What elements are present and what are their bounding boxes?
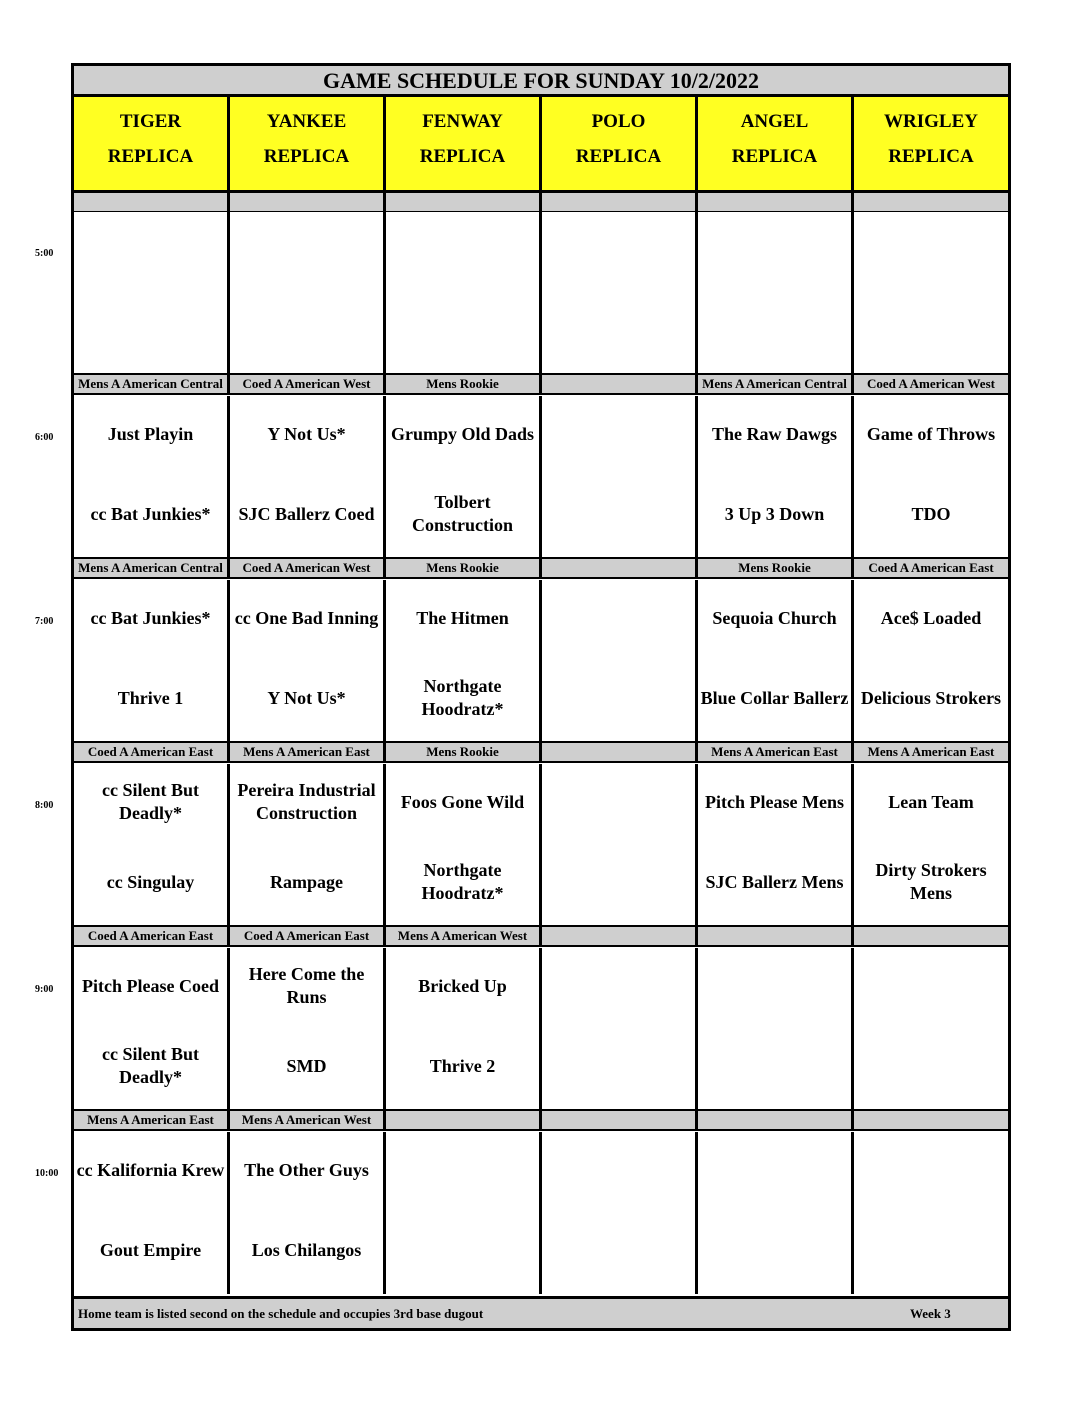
game-cell <box>854 1132 1008 1294</box>
away-team: Grumpy Old Dads <box>390 423 535 444</box>
time-label: 6:00 <box>35 432 54 443</box>
division-label: Coed A American West <box>230 557 386 579</box>
field-header-fenway <box>386 97 542 193</box>
home-team: Northgate Hoodratz* <box>421 676 504 719</box>
division-label <box>698 1109 854 1131</box>
game-cell <box>542 948 698 1110</box>
field-name: YANKEE <box>266 111 347 132</box>
time-label: 9:00 <box>35 984 54 995</box>
game-cell <box>386 764 542 926</box>
game-cell <box>854 764 1008 926</box>
away-team: cc Bat Junkies* <box>90 607 211 628</box>
field-subtitle: REPLICA <box>419 146 506 167</box>
home-team: SMD <box>286 1055 327 1076</box>
away-team: The Other Guys <box>244 1159 369 1180</box>
away-team: Y Not Us* <box>267 423 346 444</box>
game-cell <box>230 764 386 926</box>
game-cell <box>386 396 542 558</box>
field-header-polo <box>542 97 698 193</box>
away-team <box>74 220 227 280</box>
home-team <box>386 300 539 360</box>
division-label <box>698 191 854 213</box>
division-label: Mens A American West <box>386 925 542 947</box>
home-team <box>542 300 695 360</box>
game-cell <box>74 1132 230 1294</box>
division-label: Coed A American East <box>74 741 230 763</box>
game-cell <box>854 396 1008 558</box>
game-cell <box>230 396 386 558</box>
game-cell <box>542 1132 698 1294</box>
division-label: Mens A American East <box>74 1109 230 1131</box>
division-label: Mens A American East <box>698 741 854 763</box>
time-label: 7:00 <box>35 616 54 627</box>
field-header-angel <box>698 97 854 193</box>
home-team: Rampage <box>270 871 343 892</box>
away-team: The Hitmen <box>416 607 509 628</box>
game-cell <box>542 396 698 558</box>
division-label <box>542 557 698 579</box>
division-label <box>542 373 698 395</box>
away-team <box>542 588 695 648</box>
schedule-table <box>71 63 1011 1331</box>
game-cell <box>542 764 698 926</box>
game-cell <box>386 212 542 374</box>
home-team <box>854 1036 1008 1096</box>
home-team: Thrive 2 <box>429 1055 496 1076</box>
game-cell <box>698 764 854 926</box>
game-cell <box>698 396 854 558</box>
away-team <box>854 220 1008 280</box>
division-label: Mens Rookie <box>698 557 854 579</box>
field-header-wrigley <box>854 97 1008 193</box>
game-cell <box>230 1132 386 1294</box>
away-team: cc Kalifornia Krew <box>76 1159 225 1180</box>
game-cell <box>74 764 230 926</box>
schedule-footer <box>74 1296 1008 1328</box>
home-team <box>698 300 851 360</box>
away-team <box>698 220 851 280</box>
away-team: Game of Throws <box>866 423 996 444</box>
away-team: The Raw Dawgs <box>711 423 837 444</box>
home-team: Blue Collar Ballerz <box>700 687 849 708</box>
field-subtitle: REPLICA <box>575 146 662 167</box>
division-label <box>542 741 698 763</box>
home-team: cc Singulay <box>106 871 195 892</box>
home-team-note: Home team is listed second on the schedule and occupies 3rd base dugout <box>78 1306 484 1321</box>
time-label: 10:00 <box>35 1168 59 1179</box>
home-team: SJC Ballerz Mens <box>705 871 844 892</box>
field-name: FENWAY <box>422 111 503 132</box>
game-cell <box>74 212 230 374</box>
away-team <box>698 1140 851 1200</box>
home-team: Dirty Strokers Mens <box>875 860 987 903</box>
away-team <box>386 220 539 280</box>
week-label: Week 3 <box>910 1306 951 1321</box>
home-team: TDO <box>911 503 951 524</box>
away-team: Here Come the Runs <box>248 964 365 1007</box>
field-subtitle: REPLICA <box>888 146 974 167</box>
division-label <box>542 191 698 213</box>
home-team <box>854 1220 1008 1280</box>
division-label: Mens A American Central <box>698 373 854 395</box>
away-team <box>698 956 851 1016</box>
field-subtitle: REPLICA <box>107 146 194 167</box>
game-cell <box>386 948 542 1110</box>
game-cell <box>854 580 1008 742</box>
home-team <box>854 300 1008 360</box>
away-team <box>542 956 695 1016</box>
field-subtitle: REPLICA <box>731 146 818 167</box>
away-team: cc Silent But Deadly* <box>102 780 199 823</box>
away-team: Pitch Please Coed <box>82 975 219 996</box>
division-label <box>386 191 542 213</box>
division-label <box>74 191 230 213</box>
away-team <box>542 220 695 280</box>
game-cell <box>386 1132 542 1294</box>
away-team: Bricked Up <box>418 975 507 996</box>
division-label <box>854 925 1008 947</box>
away-team: Pereira Industrial Construction <box>237 780 376 823</box>
home-team <box>542 852 695 912</box>
home-team: 3 Up 3 Down <box>724 503 825 524</box>
home-team <box>542 484 695 544</box>
game-cell <box>74 580 230 742</box>
home-team: cc Silent But Deadly* <box>102 1044 199 1087</box>
division-label <box>854 191 1008 213</box>
away-team <box>542 1140 695 1200</box>
home-team <box>698 1036 851 1096</box>
game-cell <box>230 580 386 742</box>
away-team <box>542 772 695 832</box>
division-label: Mens A American Central <box>74 557 230 579</box>
game-cell <box>854 212 1008 374</box>
division-label <box>854 1109 1008 1131</box>
game-cell <box>74 948 230 1110</box>
game-cell <box>854 948 1008 1110</box>
field-name: ANGEL <box>740 111 809 132</box>
away-team: Sequoia Church <box>712 607 837 628</box>
division-label: Coed A American East <box>230 925 386 947</box>
away-team: Lean Team <box>888 791 974 812</box>
home-team <box>542 1220 695 1280</box>
division-label: Mens A American East <box>854 741 1008 763</box>
home-team: Northgate Hoodratz* <box>421 860 504 903</box>
division-label <box>542 925 698 947</box>
away-team <box>542 404 695 464</box>
home-team: cc Bat Junkies* <box>90 503 211 524</box>
game-cell <box>698 580 854 742</box>
away-team: Pitch Please Mens <box>705 791 844 812</box>
division-label <box>698 925 854 947</box>
home-team: Los Chilangos <box>251 1239 362 1260</box>
away-team <box>230 220 383 280</box>
game-cell <box>386 580 542 742</box>
home-team <box>74 300 227 360</box>
away-team <box>854 1140 1008 1200</box>
field-name: TIGER <box>119 111 182 132</box>
away-team <box>854 956 1008 1016</box>
time-label: 8:00 <box>35 800 54 811</box>
away-team: Ace$ Loaded <box>880 607 982 628</box>
home-team <box>386 1220 539 1280</box>
field-header-yankee <box>230 97 386 193</box>
division-label: Mens A American West <box>230 1109 386 1131</box>
division-label: Coed A American East <box>854 557 1008 579</box>
home-team: SJC Ballerz Coed <box>238 503 375 524</box>
game-cell <box>542 212 698 374</box>
home-team <box>698 1220 851 1280</box>
home-team: Thrive 1 <box>117 687 184 708</box>
game-cell <box>230 948 386 1110</box>
division-label <box>230 191 386 213</box>
division-label: Mens Rookie <box>386 373 542 395</box>
field-name: WRIGLEY <box>884 111 978 132</box>
game-cell <box>74 396 230 558</box>
division-label <box>386 1109 542 1131</box>
game-cell <box>698 212 854 374</box>
field-header-tiger <box>74 97 230 193</box>
game-cell <box>542 580 698 742</box>
field-name: POLO <box>591 111 646 132</box>
game-cell <box>698 948 854 1110</box>
away-team: Foos Gone Wild <box>400 791 525 812</box>
division-label: Mens A American East <box>230 741 386 763</box>
division-label: Mens Rookie <box>386 741 542 763</box>
game-cell <box>230 212 386 374</box>
division-label <box>542 1109 698 1131</box>
field-subtitle: REPLICA <box>263 146 350 167</box>
away-team: cc One Bad Inning <box>234 607 379 628</box>
division-label: Coed A American East <box>74 925 230 947</box>
division-label: Mens Rookie <box>386 557 542 579</box>
home-team: Tolbert Construction <box>411 492 513 535</box>
away-team: Just Playin <box>107 423 194 444</box>
division-label: Coed A American West <box>230 373 386 395</box>
division-label: Mens A American Central <box>74 373 230 395</box>
home-team: Gout Empire <box>99 1239 202 1260</box>
home-team: Y Not Us* <box>267 687 346 708</box>
schedule-title: GAME SCHEDULE FOR SUNDAY 10/2/2022 <box>74 66 1008 97</box>
home-team <box>542 668 695 728</box>
time-label: 5:00 <box>35 248 54 259</box>
home-team <box>230 300 383 360</box>
away-team <box>386 1140 539 1200</box>
home-team <box>542 1036 695 1096</box>
division-label: Coed A American West <box>854 373 1008 395</box>
game-cell <box>698 1132 854 1294</box>
home-team: Delicious Strokers <box>860 687 1002 708</box>
